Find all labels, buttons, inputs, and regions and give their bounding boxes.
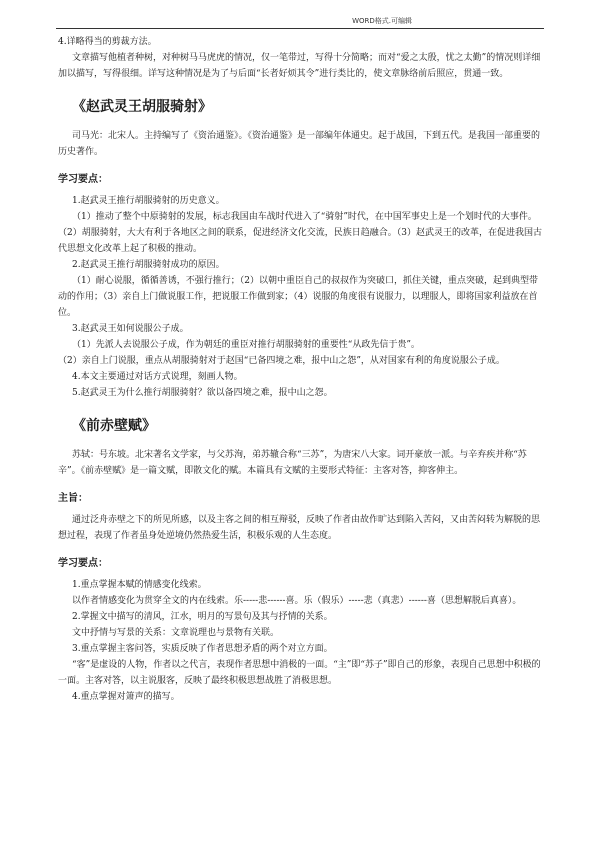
author-paragraph-sima-guang: 司马光：北宋人。主持编写了《资治通鉴》。《资治通鉴》是一部编年体通史。起于战国，下到五代。是我国一部重要的历史著作。 — [58, 131, 541, 157]
point-line: 文中抒情与写景的关系：文章说理也与景物有关联。 — [72, 628, 280, 638]
point-line: 4.重点掌握对箫声的描写。 — [72, 692, 180, 702]
study-points-heading: 学习要点： — [58, 174, 108, 185]
document-body — [58, 34, 542, 705]
theme-heading: 主旨： — [58, 493, 88, 504]
point-line: 1.重点掌握本赋的情感变化线索。 — [72, 580, 207, 590]
point-line: （1）先派人去说服公子成，作为朝廷的重臣对推行胡服骑射的重要性“从政先信于贵”。 — [72, 340, 420, 350]
point-line: 2.掌握文中描写的清风，江水，明月的写景句及其与抒情的关系。 — [72, 612, 333, 622]
section-title-zhao: 《赵武灵王胡服骑射》 — [72, 99, 212, 115]
point-line: 3.赵武灵王如何说服公子成。 — [72, 324, 189, 334]
point-line: 1.赵武灵王推行胡服骑射的历史意义。 — [72, 196, 225, 206]
point-line: （1）耐心说服，循循善诱，不强行推行；（2）以朝中重臣自己的叔叔作为突破口，抓住关键，重点突破，起到典型带动的作用；（3）亲自上门做说服工作，把说服工作做到家；（4）说服的角度很有说服力，以理服人，即将国家利益放在首位。 — [58, 276, 538, 318]
point-line: （1）推动了整个中原骑射的发展，标志我国由车战时代进入了“骑射”时代，在中国军事史上是一个划时代的大事件。（2）胡服骑射，大大有利于各地区之间的联系，促进经济文化交流，民族日趋融合。（3）赵武灵王的改革，在促进我国古代思想文化改革上起了积极的推动。 — [58, 212, 542, 254]
point-line: 3.重点掌握主客问答，实质反映了作者思想矛盾的两个对立方面。 — [72, 644, 333, 654]
intro-paragraph: 文章描写他植者种树，对种树马马虎虎的情况，仅一笔带过，写得十分简略；而对“爱之太殷，忧之太勤”的情况则详细加以描写，写得很细。详写这种情况是为了与后面“长者好烦其令”进行类比的，使文章脉络前后照应，贯通一致。 — [58, 53, 541, 79]
point-line: “客”是虚设的人物，作者以之代言，表现作者思想中消极的一面。“主”即“苏子”即自己的形象，表现自己思想中积极的一面。主客对答，以主说服客，反映了最终积极思想战胜了消极思想。 — [58, 660, 541, 686]
header-rule — [56, 28, 544, 29]
point-line: 2.赵武灵王推行胡服骑射成功的原因。 — [72, 260, 225, 270]
study-points-heading: 学习要点： — [58, 558, 108, 569]
section-title-chibi: 《前赤壁赋》 — [72, 418, 156, 434]
theme-paragraph: 通过泛舟赤壁之下的所见所感，以及主客之间的相互辩驳，反映了作者由故作旷达到陷入苦闷，又由苦闷转为解脱的思想过程，表现了作者虽身处逆境仍然热爱生活，积极乐观的人生态度。 — [58, 515, 541, 541]
author-paragraph-su-shi: 苏轼：号东坡。北宋著名文学家，与父苏洵，弟苏辙合称“三苏”，为唐宋八大家。词开豪放一派。与辛弃疾并称“苏辛”。《前赤壁赋》是一篇文赋，即散文化的赋。本篇具有文赋的主要形式特征：主客对答，抑客伸主。 — [58, 450, 527, 476]
point-line: （2）亲自上门说服，重点从胡服骑射对于赵国“已备四境之难，报中山之怨”，从对国家有利的角度说服公子成。 — [58, 356, 505, 366]
page-header: WORD格式.可编辑 — [352, 17, 412, 25]
point-line: 5.赵武灵王为什么推行胡服骑射？欲以备四境之难，报中山之怨。 — [72, 388, 333, 398]
point-line: 以作者情感变化为贯穿全文的内在线索。乐-----悲------喜。乐（假乐）-----悲（真悲）------喜（思想解脱后真喜）。 — [72, 596, 522, 606]
point-line: 4.本文主要通过对话方式说理，刻画人物。 — [72, 372, 243, 382]
intro-item-4: 4.详略得当的剪裁方法。 — [58, 37, 157, 47]
